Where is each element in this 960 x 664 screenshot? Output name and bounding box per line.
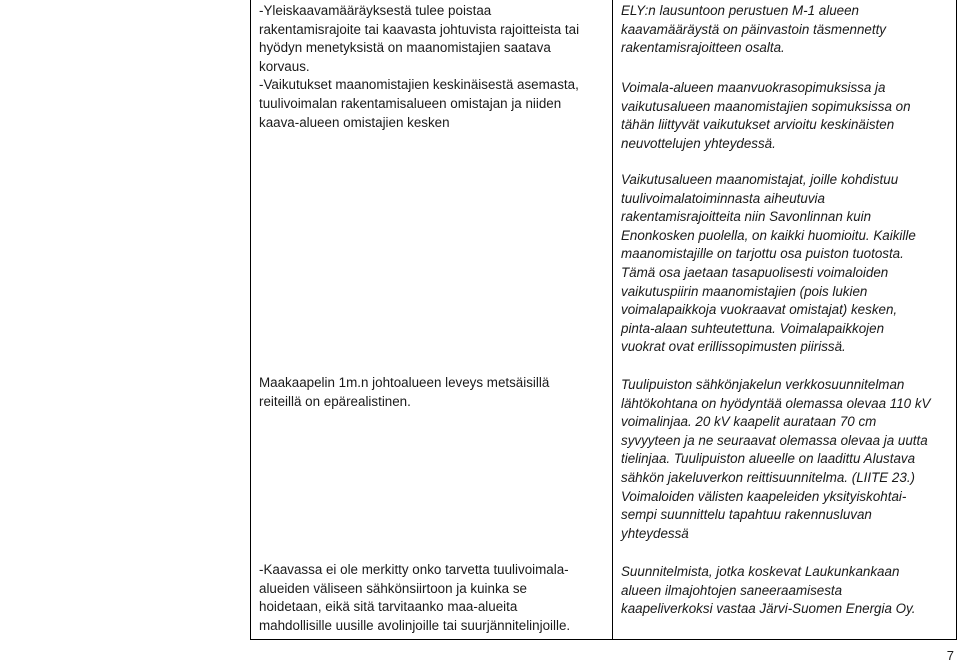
left-block-1: -Yleiskaavamääräyksestä tulee poistaa rakentamisrajoite tai kaavasta johtuvista rajoitteista tai hyödyn menetyksistä on maanomistajien saatava korvaus. -Vaikutukset maanomistajien keskinäisestä asemasta, tuulivoimalan rakentamisalueen omistajan ja niiden kaava-alueen omistajien kesken [259, 3, 580, 130]
right-block-1: ELY:n lausuntoon perustuen M-1 alueen kaavamääräystä on päinvastoin täsmennetty rakentamisrajoitteen osalta. [621, 3, 886, 56]
left-block-2: Maakaapelin 1m.n johtoalueen leveys metsäisillä reiteillä on epärealistinen. [259, 375, 550, 409]
right-block-3: Vaikutusalueen maanomistajat, joille kohdistuu tuulivoimalatoiminnasta aiheutuvia rakentamisrajoitteita niin Savonlinnan kuin Enonkosken puolella, on kaikki huomioitu. Kaikille maanomistajille on tarjottu osa puiston tuotosta. Tämä osa jaetaan tasapuolisesti voimaloiden vaikutuspiirin maanomistajien (pois lukien voimalapaikkoja vuokraavat omistajat) kesken, pinta-alaan suhteutettuna. Voimalapaikkojen vuokrat ovat erillissopimusten piirissä. [621, 172, 916, 355]
table-left-border [250, 0, 251, 640]
right-block-5: Suunnitelmista, jotka koskevat Laukunkankaan alueen ilmajohtojen saneeraamisesta kaapeliverkoksi vastaa Järvi-Suomen Energia Oy. [621, 564, 916, 617]
table-bottom-border [250, 639, 957, 640]
right-block-2: Voimala-alueen maanvuokrasopimuksissa ja vaikutusalueen maanomistajien sopimuksissa on tähän liittyvät vaikutukset arvioitu keskinäisten neuvottelujen yhteydessä. [621, 80, 911, 151]
column-divider [612, 0, 613, 640]
page-number: 7 [946, 648, 954, 663]
table-right-border [956, 0, 957, 640]
left-block-3: -Kaavassa ei ole merkitty onko tarvetta tuulivoimala- alueiden väliseen sähkönsiirtoon ja kuinka se hoidetaan, eikä sitä tarvitaanko maa-alueita mahdollisille uusille avolinjoille tai suurjännitelinjoille. [259, 562, 571, 633]
right-block-4: Tuulipuiston sähkönjakelun verkkosuunnitelman lähtökohtana on hyödyntää olemassa olevaa 110 kV voimalinjaa. 20 kV kaapelit aurataan 70 cm syvyyteen ja ne seuraavat olemassa olevaa ja uutta tielinjaa. Tuulipuiston alueelle on laadittu Alustava sähkön jakeluverkon reittisuunnitelma. (LIITE 23.) Voimaloiden välisten kaapeleiden yksityiskohtai- sempi suunnittelu tapahtuu rakennusluvan yhteydessä [621, 377, 931, 541]
